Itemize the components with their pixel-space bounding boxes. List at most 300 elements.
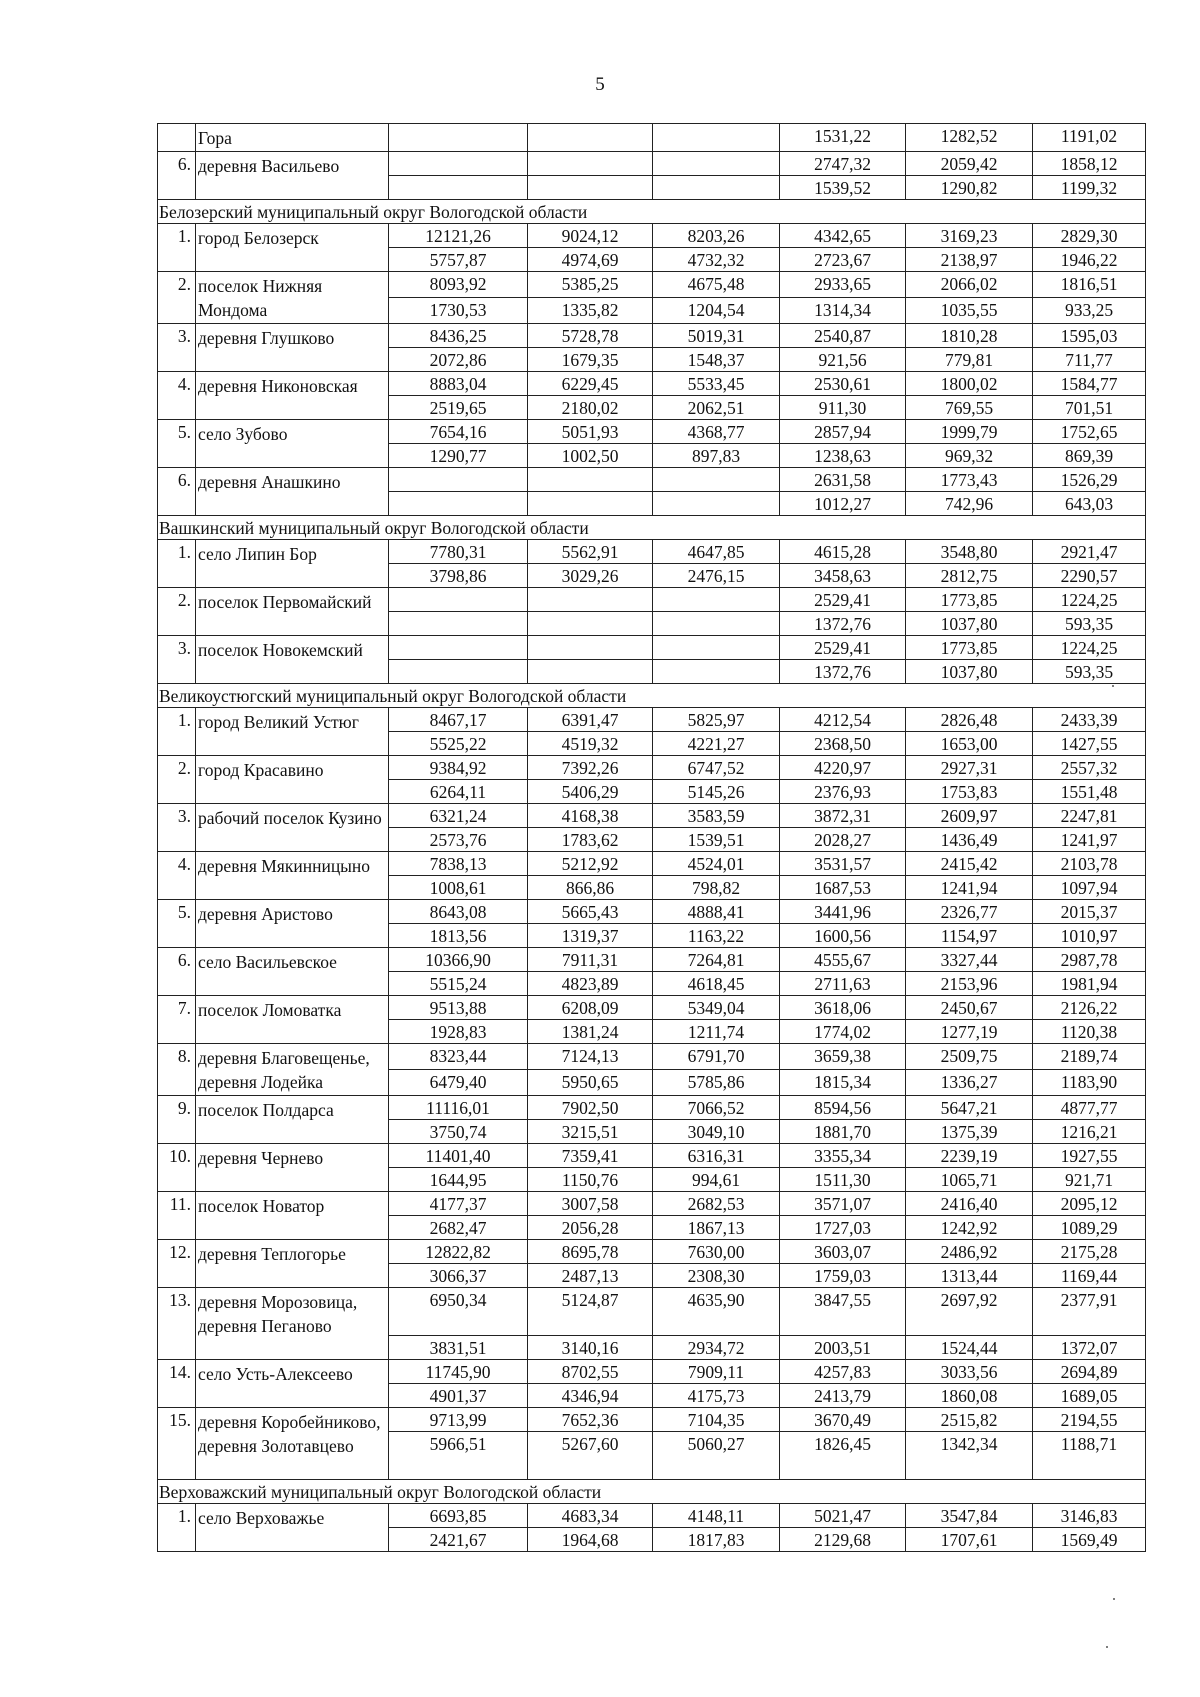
value-cell — [389, 492, 528, 516]
table-row — [158, 224, 1146, 248]
row-number: 3. — [158, 324, 196, 372]
value-cell: 1381,24 — [528, 1020, 653, 1044]
tariff-table — [157, 123, 1146, 1552]
settlement-name: поселок Новатор — [196, 1192, 389, 1240]
value-cell: 1313,44 — [906, 1264, 1033, 1288]
table-row — [158, 124, 1146, 152]
row-number: 2. — [158, 756, 196, 804]
page-number: 5 — [595, 74, 605, 95]
value-cell: 1707,61 — [906, 1528, 1033, 1552]
value-cell: 3750,74 — [389, 1120, 528, 1144]
value-cell: 2476,15 — [653, 564, 780, 588]
row-number: 1. — [158, 224, 196, 272]
value-cell — [389, 176, 528, 200]
value-cell: 1224,25 — [1033, 588, 1146, 612]
section-row — [158, 684, 1146, 708]
value-cell: 2028,27 — [780, 828, 906, 852]
value-cell: 7911,31 — [528, 948, 653, 972]
value-cell: 1335,82 — [528, 298, 653, 324]
value-cell: 1551,48 — [1033, 780, 1146, 804]
table-row — [158, 272, 1146, 298]
value-cell: 5728,78 — [528, 324, 653, 348]
value-cell: 869,39 — [1033, 444, 1146, 468]
value-cell: 5562,91 — [528, 540, 653, 564]
value-cell: 5060,27 — [653, 1432, 780, 1480]
value-cell: 5051,93 — [528, 420, 653, 444]
value-cell: 2529,41 — [780, 636, 906, 660]
value-cell: 3049,10 — [653, 1120, 780, 1144]
value-cell: 1813,56 — [389, 924, 528, 948]
value-cell: 5267,60 — [528, 1432, 653, 1480]
value-cell: 5145,26 — [653, 780, 780, 804]
value-cell: 7104,35 — [653, 1408, 780, 1432]
value-cell: 7838,13 — [389, 852, 528, 876]
value-cell: 3458,63 — [780, 564, 906, 588]
value-cell: 2433,39 — [1033, 708, 1146, 732]
settlement-name: деревня Коробейниково, деревня Золотавцево — [196, 1408, 389, 1480]
row-number: 12. — [158, 1240, 196, 1288]
value-cell: 5785,86 — [653, 1070, 780, 1096]
table-row — [158, 1408, 1146, 1432]
settlement-name: деревня Глушково — [196, 324, 389, 372]
value-cell: 4974,69 — [528, 248, 653, 272]
value-cell: 3169,23 — [906, 224, 1033, 248]
value-cell: 3033,56 — [906, 1360, 1033, 1384]
value-cell — [653, 492, 780, 516]
value-cell: 3441,96 — [780, 900, 906, 924]
value-cell: 7909,11 — [653, 1360, 780, 1384]
value-cell — [653, 588, 780, 612]
value-cell: 1773,85 — [906, 636, 1033, 660]
value-cell: 6479,40 — [389, 1070, 528, 1096]
value-cell: 1037,80 — [906, 612, 1033, 636]
row-number: 11. — [158, 1192, 196, 1240]
table-row — [158, 588, 1146, 612]
value-cell: 2290,57 — [1033, 564, 1146, 588]
table-row — [158, 1360, 1146, 1384]
value-cell: 5212,92 — [528, 852, 653, 876]
value-cell — [528, 660, 653, 684]
value-cell: 1154,97 — [906, 924, 1033, 948]
value-cell: 4519,32 — [528, 732, 653, 756]
value-cell: 5019,31 — [653, 324, 780, 348]
value-cell: 1816,51 — [1033, 272, 1146, 298]
value-cell: 11745,90 — [389, 1360, 528, 1384]
value-cell: 1946,22 — [1033, 248, 1146, 272]
value-cell: 769,55 — [906, 396, 1033, 420]
value-cell: 1524,44 — [906, 1336, 1033, 1360]
value-cell: 2194,55 — [1033, 1408, 1146, 1432]
value-cell: 1595,03 — [1033, 324, 1146, 348]
settlement-name: поселок Нижняя Мондома — [196, 272, 389, 324]
value-cell: 4877,77 — [1033, 1096, 1146, 1120]
value-cell: 1687,53 — [780, 876, 906, 900]
settlement-name: город Красавино — [196, 756, 389, 804]
value-cell: 8702,55 — [528, 1360, 653, 1384]
value-cell: 1569,49 — [1033, 1528, 1146, 1552]
value-cell: 1800,02 — [906, 372, 1033, 396]
section-heading: Великоустюгский муниципальный округ Вологодской области — [158, 684, 1146, 708]
value-cell: 2829,30 — [1033, 224, 1146, 248]
value-cell: 1319,37 — [528, 924, 653, 948]
value-cell: 1290,82 — [906, 176, 1033, 200]
value-cell: 2540,87 — [780, 324, 906, 348]
row-number — [158, 124, 196, 152]
value-cell — [528, 176, 653, 200]
scan-speck — [1112, 685, 1114, 687]
settlement-name: деревня Васильево — [196, 152, 389, 200]
value-cell: 6693,85 — [389, 1504, 528, 1528]
value-cell: 7902,50 — [528, 1096, 653, 1120]
value-cell — [653, 176, 780, 200]
settlement-name: поселок Полдарса — [196, 1096, 389, 1144]
value-cell: 2056,28 — [528, 1216, 653, 1240]
value-cell: 9024,12 — [528, 224, 653, 248]
value-cell: 2421,67 — [389, 1528, 528, 1552]
value-cell: 1241,94 — [906, 876, 1033, 900]
value-cell: 5533,45 — [653, 372, 780, 396]
value-cell: 4888,41 — [653, 900, 780, 924]
section-row — [158, 1480, 1146, 1504]
value-cell: 2921,47 — [1033, 540, 1146, 564]
value-cell: 3215,51 — [528, 1120, 653, 1144]
value-cell: 8643,08 — [389, 900, 528, 924]
row-number: 6. — [158, 468, 196, 516]
value-cell: 1065,71 — [906, 1168, 1033, 1192]
value-cell: 921,71 — [1033, 1168, 1146, 1192]
value-cell: 7124,13 — [528, 1044, 653, 1070]
value-cell: 1774,02 — [780, 1020, 906, 1044]
value-cell: 2573,76 — [389, 828, 528, 852]
value-cell: 4177,37 — [389, 1192, 528, 1216]
value-cell: 2377,91 — [1033, 1288, 1146, 1336]
value-cell: 1548,37 — [653, 348, 780, 372]
row-number: 14. — [158, 1360, 196, 1408]
value-cell: 12822,82 — [389, 1240, 528, 1264]
value-cell: 3831,51 — [389, 1336, 528, 1360]
row-number: 1. — [158, 1504, 196, 1552]
value-cell: 2416,40 — [906, 1192, 1033, 1216]
row-number: 7. — [158, 996, 196, 1044]
value-cell: 1964,68 — [528, 1528, 653, 1552]
table-row — [158, 152, 1146, 176]
value-cell: 2103,78 — [1033, 852, 1146, 876]
value-cell: 1191,02 — [1033, 124, 1146, 152]
value-cell: 5647,21 — [906, 1096, 1033, 1120]
settlement-name: село Зубово — [196, 420, 389, 468]
value-cell: 4647,85 — [653, 540, 780, 564]
value-cell — [528, 124, 653, 152]
value-cell: 1752,65 — [1033, 420, 1146, 444]
table-row — [158, 468, 1146, 492]
value-cell: 8323,44 — [389, 1044, 528, 1070]
value-cell: 2066,02 — [906, 272, 1033, 298]
value-cell: 969,32 — [906, 444, 1033, 468]
row-number: 6. — [158, 152, 196, 200]
value-cell: 3659,38 — [780, 1044, 906, 1070]
value-cell: 1539,52 — [780, 176, 906, 200]
settlement-name: поселок Ломоватка — [196, 996, 389, 1044]
value-cell: 7392,26 — [528, 756, 653, 780]
value-cell: 2486,92 — [906, 1240, 1033, 1264]
value-cell: 1342,34 — [906, 1432, 1033, 1480]
value-cell: 798,82 — [653, 876, 780, 900]
value-cell: 1163,22 — [653, 924, 780, 948]
value-cell: 6316,31 — [653, 1144, 780, 1168]
value-cell: 2694,89 — [1033, 1360, 1146, 1384]
value-cell: 7652,36 — [528, 1408, 653, 1432]
value-cell: 7630,00 — [653, 1240, 780, 1264]
value-cell: 8695,78 — [528, 1240, 653, 1264]
settlement-name: деревня Аристово — [196, 900, 389, 948]
value-cell: 1727,03 — [780, 1216, 906, 1240]
value-cell: 2239,19 — [906, 1144, 1033, 1168]
value-cell: 6791,70 — [653, 1044, 780, 1070]
value-cell: 1511,30 — [780, 1168, 906, 1192]
value-cell: 2812,75 — [906, 564, 1033, 588]
table-row — [158, 708, 1146, 732]
value-cell: 2368,50 — [780, 732, 906, 756]
scan-speck — [1106, 1646, 1108, 1648]
value-cell: 7654,16 — [389, 420, 528, 444]
value-cell: 1120,38 — [1033, 1020, 1146, 1044]
settlement-name: деревня Морозовица, деревня Пеганово — [196, 1288, 389, 1360]
value-cell: 4221,27 — [653, 732, 780, 756]
value-cell: 2062,51 — [653, 396, 780, 420]
value-cell: 1002,50 — [528, 444, 653, 468]
value-cell: 2609,97 — [906, 804, 1033, 828]
value-cell: 2927,31 — [906, 756, 1033, 780]
value-cell: 1927,55 — [1033, 1144, 1146, 1168]
value-cell: 2003,51 — [780, 1336, 906, 1360]
value-cell — [528, 468, 653, 492]
value-cell: 1372,76 — [780, 660, 906, 684]
value-cell: 1436,49 — [906, 828, 1033, 852]
value-cell: 994,61 — [653, 1168, 780, 1192]
table-row — [158, 1240, 1146, 1264]
value-cell: 1211,74 — [653, 1020, 780, 1044]
section-heading: Белозерский муниципальный округ Вологодской области — [158, 200, 1146, 224]
value-cell: 2723,67 — [780, 248, 906, 272]
value-cell: 4555,67 — [780, 948, 906, 972]
value-cell: 2413,79 — [780, 1384, 906, 1408]
value-cell: 2326,77 — [906, 900, 1033, 924]
row-number: 2. — [158, 272, 196, 324]
value-cell: 4346,94 — [528, 1384, 653, 1408]
value-cell: 2631,58 — [780, 468, 906, 492]
row-number: 10. — [158, 1144, 196, 1192]
value-cell: 1216,21 — [1033, 1120, 1146, 1144]
value-cell: 4175,73 — [653, 1384, 780, 1408]
value-cell: 4368,77 — [653, 420, 780, 444]
value-cell: 3548,80 — [906, 540, 1033, 564]
table-row — [158, 1288, 1146, 1336]
value-cell: 7359,41 — [528, 1144, 653, 1168]
value-cell: 5665,43 — [528, 900, 653, 924]
row-number: 6. — [158, 948, 196, 996]
value-cell: 1169,44 — [1033, 1264, 1146, 1288]
value-cell: 8594,56 — [780, 1096, 906, 1120]
value-cell: 2095,12 — [1033, 1192, 1146, 1216]
row-number: 5. — [158, 900, 196, 948]
value-cell: 12121,26 — [389, 224, 528, 248]
value-cell — [528, 612, 653, 636]
value-cell: 1089,29 — [1033, 1216, 1146, 1240]
value-cell — [528, 636, 653, 660]
settlement-name: рабочий поселок Кузино — [196, 804, 389, 852]
value-cell — [528, 588, 653, 612]
value-cell: 1282,52 — [906, 124, 1033, 152]
value-cell: 1242,92 — [906, 1216, 1033, 1240]
row-number: 2. — [158, 588, 196, 636]
value-cell: 2180,02 — [528, 396, 653, 420]
table-row — [158, 540, 1146, 564]
value-cell: 5950,65 — [528, 1070, 653, 1096]
settlement-name: деревня Анашкино — [196, 468, 389, 516]
value-cell: 3603,07 — [780, 1240, 906, 1264]
value-cell: 593,35 — [1033, 612, 1146, 636]
value-cell: 933,25 — [1033, 298, 1146, 324]
table-row — [158, 804, 1146, 828]
value-cell: 4148,11 — [653, 1504, 780, 1528]
table-row — [158, 948, 1146, 972]
value-cell: 1584,77 — [1033, 372, 1146, 396]
row-number: 1. — [158, 540, 196, 588]
value-cell: 4220,97 — [780, 756, 906, 780]
value-cell: 5021,47 — [780, 1504, 906, 1528]
settlement-name: село Липин Бор — [196, 540, 389, 588]
row-number: 4. — [158, 852, 196, 900]
value-cell: 701,51 — [1033, 396, 1146, 420]
value-cell: 1037,80 — [906, 660, 1033, 684]
settlement-name: деревня Благовещенье, деревня Лодейка — [196, 1044, 389, 1096]
value-cell: 2857,94 — [780, 420, 906, 444]
value-cell: 2697,92 — [906, 1288, 1033, 1336]
value-cell: 1817,83 — [653, 1528, 780, 1552]
value-cell: 711,77 — [1033, 348, 1146, 372]
table-row — [158, 1144, 1146, 1168]
value-cell: 2308,30 — [653, 1264, 780, 1288]
table-row — [158, 1096, 1146, 1120]
value-cell: 4342,65 — [780, 224, 906, 248]
value-cell: 1336,27 — [906, 1070, 1033, 1096]
value-cell: 1783,62 — [528, 828, 653, 852]
settlement-name: село Верховажье — [196, 1504, 389, 1552]
value-cell: 7264,81 — [653, 948, 780, 972]
value-cell: 1314,34 — [780, 298, 906, 324]
value-cell: 911,30 — [780, 396, 906, 420]
value-cell: 2826,48 — [906, 708, 1033, 732]
value-cell: 1372,76 — [780, 612, 906, 636]
value-cell: 2450,67 — [906, 996, 1033, 1020]
value-cell: 1815,34 — [780, 1070, 906, 1096]
value-cell: 2175,28 — [1033, 1240, 1146, 1264]
value-cell: 2126,22 — [1033, 996, 1146, 1020]
value-cell — [653, 636, 780, 660]
value-cell: 1539,51 — [653, 828, 780, 852]
value-cell: 4823,89 — [528, 972, 653, 996]
value-cell: 1653,00 — [906, 732, 1033, 756]
value-cell — [653, 612, 780, 636]
section-heading: Верховажский муниципальный округ Вологодской области — [158, 1480, 1146, 1504]
value-cell: 3531,57 — [780, 852, 906, 876]
value-cell: 5757,87 — [389, 248, 528, 272]
value-cell: 1600,56 — [780, 924, 906, 948]
settlement-name: деревня Теплогорье — [196, 1240, 389, 1288]
row-number: 9. — [158, 1096, 196, 1144]
settlement-name: поселок Первомайский — [196, 588, 389, 636]
value-cell: 3066,37 — [389, 1264, 528, 1288]
value-cell: 1375,39 — [906, 1120, 1033, 1144]
value-cell: 2530,61 — [780, 372, 906, 396]
value-cell: 921,56 — [780, 348, 906, 372]
value-cell: 1860,08 — [906, 1384, 1033, 1408]
value-cell: 5385,25 — [528, 272, 653, 298]
value-cell: 3670,49 — [780, 1408, 906, 1432]
value-cell: 3007,58 — [528, 1192, 653, 1216]
value-cell: 6264,11 — [389, 780, 528, 804]
settlement-name: город Белозерск — [196, 224, 389, 272]
value-cell: 2487,13 — [528, 1264, 653, 1288]
value-cell: 5124,87 — [528, 1288, 653, 1336]
value-cell: 1241,97 — [1033, 828, 1146, 852]
value-cell — [389, 468, 528, 492]
value-cell: 1008,61 — [389, 876, 528, 900]
value-cell: 4524,01 — [653, 852, 780, 876]
value-cell: 6747,52 — [653, 756, 780, 780]
value-cell: 1810,28 — [906, 324, 1033, 348]
value-cell: 1238,63 — [780, 444, 906, 468]
value-cell: 593,35 — [1033, 660, 1146, 684]
value-cell: 2934,72 — [653, 1336, 780, 1360]
value-cell: 2129,68 — [780, 1528, 906, 1552]
value-cell: 3140,16 — [528, 1336, 653, 1360]
value-cell: 1150,76 — [528, 1168, 653, 1192]
value-cell: 1981,94 — [1033, 972, 1146, 996]
value-cell: 1531,22 — [780, 124, 906, 152]
value-cell — [389, 152, 528, 176]
value-cell: 2059,42 — [906, 152, 1033, 176]
value-cell: 4683,34 — [528, 1504, 653, 1528]
settlement-name: село Васильевское — [196, 948, 389, 996]
value-cell: 1999,79 — [906, 420, 1033, 444]
value-cell: 4618,45 — [653, 972, 780, 996]
value-cell: 3798,86 — [389, 564, 528, 588]
value-cell: 4732,32 — [653, 248, 780, 272]
value-cell: 1224,25 — [1033, 636, 1146, 660]
value-cell — [389, 612, 528, 636]
row-number: 3. — [158, 636, 196, 684]
value-cell: 2415,42 — [906, 852, 1033, 876]
value-cell: 1679,35 — [528, 348, 653, 372]
value-cell: 1012,27 — [780, 492, 906, 516]
value-cell: 1097,94 — [1033, 876, 1146, 900]
scan-speck — [1113, 1598, 1115, 1600]
value-cell: 10366,90 — [389, 948, 528, 972]
value-cell: 9713,99 — [389, 1408, 528, 1432]
value-cell: 4635,90 — [653, 1288, 780, 1336]
value-cell — [653, 660, 780, 684]
value-cell: 2189,74 — [1033, 1044, 1146, 1070]
table-row — [158, 324, 1146, 348]
value-cell: 1858,12 — [1033, 152, 1146, 176]
value-cell: 3355,34 — [780, 1144, 906, 1168]
table-row — [158, 1192, 1146, 1216]
value-cell: 2072,86 — [389, 348, 528, 372]
value-cell: 2247,81 — [1033, 804, 1146, 828]
section-heading: Вашкинский муниципальный округ Вологодской области — [158, 516, 1146, 540]
value-cell: 1010,97 — [1033, 924, 1146, 948]
